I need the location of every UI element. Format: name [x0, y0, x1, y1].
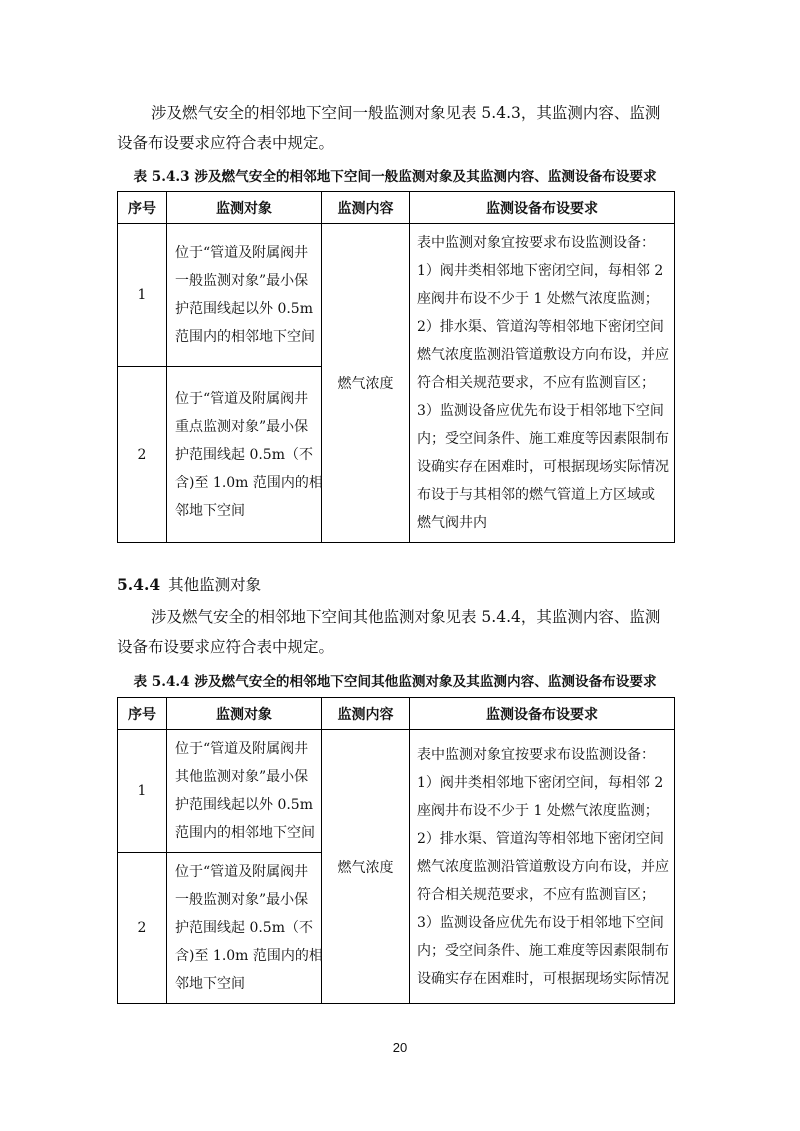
table-2-caption: 表 5.4.4 涉及燃气安全的相邻地下空间其他监测对象及其监测内容、监测设备布设要求 [133, 674, 657, 690]
intro-paragraph-2 [117, 602, 673, 662]
header-object: 监测对象 [167, 192, 322, 224]
table-row [118, 224, 675, 367]
page-number: 20 [392, 1040, 408, 1055]
monitored-object-cell: 位于“管道及附属阀井 一般监测对象”最小保 护范围线起以外 0.5m 范围内的相邻地下空间 [167, 224, 322, 367]
section-number: 5.4.4 [117, 575, 161, 594]
section-heading [117, 573, 261, 595]
header-content: 监测内容 [322, 192, 410, 224]
row-number: 2 [118, 853, 167, 1004]
monitored-object-cell: 位于“管道及附属阀井 其他监测对象”最小保 护范围线起以外 0.5m 范围内的相邻地下空间 [167, 730, 322, 853]
row-number: 1 [118, 224, 167, 367]
intro-2-line-1: 涉及燃气安全的相邻地下空间其他监测对象见表 5.4.4，其监测内容、监测 [151, 608, 661, 626]
monitored-object-cell: 位于“管道及附属阀井 一般监测对象”最小保 护范围线起 0.5m（不 含)至 1.0m 范围内的相 邻地下空间 [167, 853, 322, 1004]
section-title: 其他监测对象 [168, 576, 262, 594]
header-object: 监测对象 [167, 698, 322, 730]
intro-2-line-2: 设备布设要求应符合表中规定。 [117, 638, 335, 656]
requirements-cell: 表中监测对象宜按要求布设监测设备： 1）阀井类相邻地下密闭空间，每相邻 2 座阀井布设不少于 1 处燃气浓度监测； 2）排水渠、管道沟等相邻地下密闭空间 燃气浓度监测沿管道敷设方向布设，并应 符合相关规范要求，不应有监测盲区； 3）监测设备应优先布设于相邻地下空间 内；受空间条件、施工难度等因素限制布 设确实存在困难时，可根据现场实际情况 布设于与其相邻的燃气管道上方区域或 燃气阀井内 [410, 224, 675, 543]
intro-1-line-2: 设备布设要求应符合表中规定。 [117, 134, 335, 152]
header-requirements: 监测设备布设要求 [410, 698, 675, 730]
table-header-row [118, 698, 675, 730]
table-1-caption: 表 5.4.3 涉及燃气安全的相邻地下空间一般监测对象及其监测内容、监测设备布设要求 [133, 169, 657, 185]
table-row [118, 730, 675, 853]
row-number: 2 [118, 367, 167, 543]
header-content: 监测内容 [322, 698, 410, 730]
table-1 [117, 191, 675, 543]
monitoring-content-cell: 燃气浓度 [322, 730, 410, 1004]
header-number: 序号 [118, 192, 167, 224]
row-number: 1 [118, 730, 167, 853]
header-number: 序号 [118, 698, 167, 730]
monitored-object-cell: 位于“管道及附属阀井 重点监测对象”最小保 护范围线起 0.5m（不 含)至 1.0m 范围内的相 邻地下空间 [167, 367, 322, 543]
table-header-row [118, 192, 675, 224]
monitoring-content-cell: 燃气浓度 [322, 224, 410, 543]
requirements-cell: 表中监测对象宜按要求布设监测设备： 1）阀井类相邻地下密闭空间，每相邻 2 座阀井布设不少于 1 处燃气浓度监测； 2）排水渠、管道沟等相邻地下密闭空间 燃气浓度监测沿管道敷设方向布设，并应 符合相关规范要求，不应有监测盲区； 3）监测设备应优先布设于相邻地下空间 内；受空间条件、施工难度等因素限制布 设确实存在困难时，可根据现场实际情况 [410, 730, 675, 1004]
intro-paragraph-1 [117, 98, 673, 158]
header-requirements: 监测设备布设要求 [410, 192, 675, 224]
table-2 [117, 697, 675, 1004]
intro-1-line-1: 涉及燃气安全的相邻地下空间一般监测对象见表 5.4.3，其监测内容、监测 [151, 104, 661, 122]
